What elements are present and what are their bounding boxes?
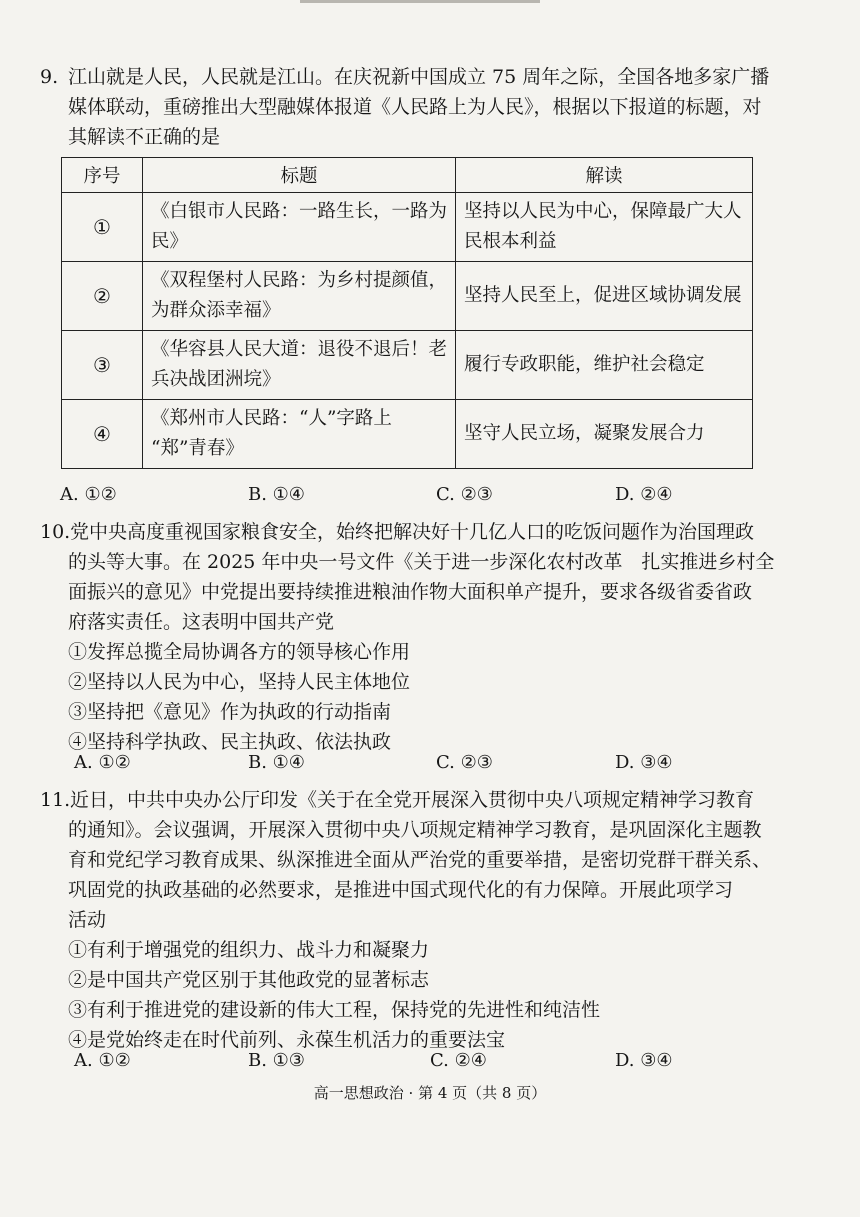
statement-item: ①发挥总揽全局协调各方的领导核心作用 [68, 641, 411, 663]
option-d[interactable]: D. ②④ [615, 484, 673, 505]
question-text-line: 其解读不正确的是 [68, 126, 221, 148]
question-text-line: 的头等大事。在 2025 年中央一号文件《关于进一步深化农村改革 扎实推进乡村全 [68, 551, 775, 573]
option-c[interactable]: C. ②③ [436, 752, 493, 773]
headline-table [61, 157, 753, 469]
row-number: ① [62, 193, 143, 262]
option-a[interactable]: A. ①② [74, 1050, 131, 1071]
question-text-line: 面振兴的意见》中党提出要持续推进粮油作物大面积单产提升，要求各级省委省政 [68, 581, 753, 603]
statement-item: ④坚持科学执政、民主执政、依法执政 [68, 731, 392, 753]
table-row [62, 193, 753, 262]
question-text-line: 活动 [68, 909, 107, 931]
question-text-line: 府落实责任。这表明中国共产党 [68, 611, 335, 633]
table-row [62, 262, 753, 331]
row-number: ③ [62, 331, 143, 400]
statement-item: ③有利于推进党的建设新的伟大工程，保持党的先进性和纯洁性 [68, 999, 601, 1021]
row-explanation: 坚守人民立场，凝聚发展合力 [456, 400, 753, 469]
question-text-line: 育和党纪学习教育成果、纵深推进全面从严治党的重要举措，是密切党群干群关系、 [68, 849, 772, 871]
question-10 [40, 517, 810, 757]
statement-item: ③坚持把《意见》作为执政的行动指南 [68, 701, 392, 723]
question-9 [40, 62, 810, 152]
question-11-options [60, 1050, 820, 1078]
question-text-line: 江山就是人民，人民就是江山。在庆祝新中国成立 75 周年之际，全国各地多家广播 [68, 66, 770, 88]
question-text-line: 媒体联动，重磅推出大型融媒体报道《人民路上为人民》，根据以下报道的标题，对 [68, 96, 762, 118]
question-9-options [60, 484, 820, 512]
page-footer: 高一思想政治 · 第 4 页（共 8 页） [313, 1084, 547, 1102]
question-text-line: 巩固党的执政基础的必然要求，是推进中国式现代化的有力保障。开展此项学习 [68, 879, 734, 901]
row-explanation: 履行专政职能，维护社会稳定 [456, 331, 753, 400]
row-explanation: 坚持以人民为中心，保障最广大人 民根本利益 [456, 193, 753, 262]
question-text-line: 党中央高度重视国家粮食安全，始终把解决好十几亿人口的吃饭问题作为治国理政 [70, 521, 755, 543]
question-11 [40, 785, 810, 1055]
row-number: ④ [62, 400, 143, 469]
question-10-options [60, 752, 820, 780]
row-explanation: 坚持人民至上，促进区域协调发展 [456, 262, 753, 331]
statement-item: ②是中国共产党区别于其他政党的显著标志 [68, 969, 430, 991]
column-header: 序号 [62, 158, 143, 193]
option-b[interactable]: B. ①④ [248, 484, 305, 505]
column-header: 解读 [456, 158, 753, 193]
option-b[interactable]: B. ①③ [248, 1050, 305, 1071]
option-d[interactable]: D. ③④ [615, 1050, 673, 1071]
table-row [62, 400, 753, 469]
option-a[interactable]: A. ①② [60, 484, 117, 505]
option-c[interactable]: C. ②③ [436, 484, 493, 505]
question-number: 11. [40, 789, 71, 811]
scan-edge-mark [300, 0, 540, 3]
statement-item: ②坚持以人民为中心，坚持人民主体地位 [68, 671, 411, 693]
option-c[interactable]: C. ②④ [430, 1050, 487, 1071]
statement-item: ①有利于增强党的组织力、战斗力和凝聚力 [68, 939, 430, 961]
row-title: 《双程堡村人民路：为乡村提颜值， 为群众添幸福》 [143, 262, 456, 331]
option-d[interactable]: D. ③④ [615, 752, 673, 773]
question-text-line: 近日，中共中央办公厅印发《关于在全党开展深入贯彻中央八项规定精神学习教育 [70, 789, 755, 811]
row-title: 《白银市人民路：一路生长，一路为 民》 [143, 193, 456, 262]
option-b[interactable]: B. ①④ [248, 752, 305, 773]
table-header-row [62, 158, 753, 193]
question-number: 10. [40, 521, 71, 543]
question-text-line: 的通知》。会议强调，开展深入贯彻中央八项规定精神学习教育，是巩固深化主题教 [68, 819, 762, 841]
row-title: 《华容县人民大道：退役不退后！老 兵决战团洲垸》 [143, 331, 456, 400]
option-a[interactable]: A. ①② [74, 752, 131, 773]
statement-item: ④是党始终走在时代前列、永葆生机活力的重要法宝 [68, 1029, 506, 1051]
row-number: ② [62, 262, 143, 331]
question-number: 9. [40, 66, 59, 88]
table-row [62, 331, 753, 400]
row-title: 《郑州市人民路：“人”字路上 “郑”青春》 [143, 400, 456, 469]
column-header: 标题 [143, 158, 456, 193]
